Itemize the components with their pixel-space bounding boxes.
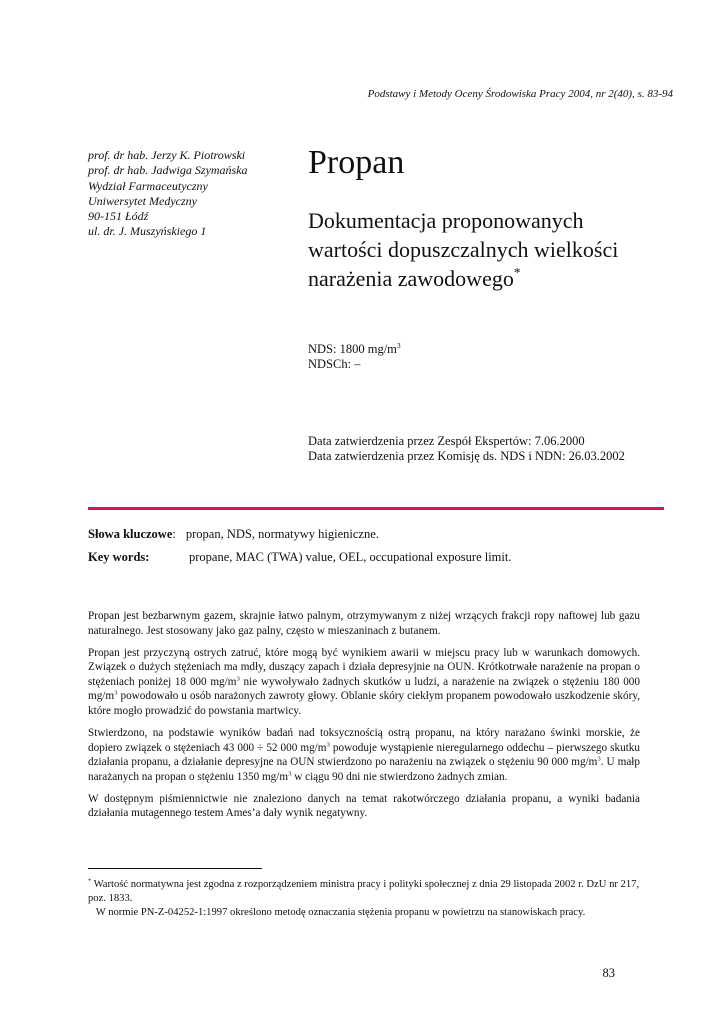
exposure-limits [308, 342, 401, 372]
subtitle-line: Dokumentacja proponowanych [308, 208, 584, 233]
nds-value [308, 342, 401, 357]
unit-exponent: 3 [597, 755, 601, 763]
paragraph-text: powodowało u osób narażonych zawroty głowy. Oblanie skóry ciekłym propanem powodowało uszkodzenie skóry, które mogło prowadzić do powstania martwicy. [88, 690, 640, 717]
experts-approval-date: Data zatwierdzenia przez Zespół Ekspertów: 7.06.2000 [308, 434, 585, 448]
document-title: Propan [308, 144, 405, 181]
unit-exponent: 3 [288, 770, 292, 778]
paragraph [88, 726, 640, 784]
paragraph-text: . U małp narażanych na propan o stężeniu 1350 mg/m [88, 756, 640, 783]
author-line: ul. dr. J. Muszyńskiego 1 [88, 224, 207, 239]
author-line: Uniwersytet Medyczny [88, 193, 197, 208]
footnote [88, 878, 648, 919]
ndsch-value: NDSCh: – [308, 357, 361, 371]
document-subtitle [308, 206, 688, 293]
keywords-polish [88, 527, 379, 542]
keywords-en-value: propane, MAC (TWA) value, OEL, occupational exposure limit. [189, 550, 512, 564]
subtitle-line [308, 264, 688, 293]
paragraph [88, 646, 640, 719]
unit-exponent: 3 [114, 689, 118, 697]
footnote-line: W normie PN-Z-04252-1:1997 określono metodę oznaczania stężenia propanu w powietrzu na stanowiskach pracy. [88, 906, 586, 918]
footnote-marker: * [88, 877, 92, 885]
commission-approval-date: Data zatwierdzenia przez Komisję ds. NDS i NDN: 26.03.2002 [308, 449, 625, 463]
author-affiliation [88, 148, 288, 240]
footnote-divider [88, 868, 262, 869]
approval-dates [308, 434, 625, 464]
footnote-marker[interactable]: * [513, 264, 521, 280]
paragraph-text: w ciągu 90 dni nie stwierdzono żadnych zmian. [291, 770, 508, 783]
subtitle-text: narażenia zawodowego [308, 266, 514, 291]
paragraph-text: powoduje wystąpienie nieregularnego oddechu – pierwszego skutku działania propanu, a działanie depresyjne na OUN stwierdzono po narażeniu na związek o stężeniu 90 000 mg/m [88, 741, 640, 769]
author-line: prof. dr hab. Jadwiga Szymańska [88, 163, 248, 178]
page-number: 83 [602, 966, 615, 980]
keywords-label-text: Słowa kluczowe [88, 527, 173, 541]
nds-text: NDS: 1800 mg/m [308, 342, 397, 356]
paragraph-text: Stwierdzono, na podstawie wyników badań nad toksycznością ostrą propanu, na który narażano świnki morskie, że dopiero związek o stężeniach 43 000 ÷ 52 000 mg/m [88, 726, 640, 754]
author-line: 90-151 Łódź [88, 209, 149, 224]
paragraph: Propan jest bezbarwnym gazem, skrajnie łatwo palnym, otrzymywanym z niżej wrzących frakcji ropy naftowej lub gazu naturalnego. Jest stosowany jako gaz palny, często w mieszaninach z butanem. [88, 610, 640, 637]
keywords-separator: : [172, 527, 176, 541]
paragraph-text: nie wywoływało żadnych skutków u ludzi, a narażenie na związek o stężeniu 180 000 mg/m [88, 675, 640, 703]
author-line: prof. dr hab. Jerzy K. Piotrowski [88, 148, 246, 162]
paragraph-text: Propan jest przyczyną ostrych zatruć, które mogą być wynikiem awarii w miejscu pracy lub w warunkach domowych. Związek o dużych stężeniach ma mdły, duszący zapach i działa depresyjnie na OUN. Krótkotrwałe narażenie na propan o stężeniach poniżej 18 000 mg/m [88, 646, 640, 688]
keywords-value: propan, NDS, normatywy higieniczne. [185, 527, 379, 541]
abstract-body [88, 609, 640, 828]
unit-exponent: 3 [326, 740, 330, 748]
footnote-text: Wartość normatywna jest zgodna z rozporządzeniem ministra pracy i polityki społecznej z dnia 29 listopada 2002 r. DzU nr 217, poz. 1833. [88, 879, 640, 904]
section-divider [88, 507, 664, 510]
unit-exponent: 3 [236, 675, 240, 683]
subtitle-line: wartości dopuszczalnych wielkości [308, 237, 619, 262]
journal-header: Podstawy i Metody Oceny Środowiska Pracy 2004, nr 2(40), s. 83-94 [367, 88, 673, 100]
keywords-en-label: Key words: [88, 550, 150, 564]
nds-exponent: 3 [396, 340, 401, 350]
author-line: Wydział Farmaceutyczny [88, 178, 208, 193]
keywords-label [88, 527, 172, 542]
paragraph: W dostępnym piśmiennictwie nie znaleziono danych na temat rakotwórczego działania propanu, a wyniki badania działania mutagennego testem Ames’a dały wynik negatywny. [88, 792, 640, 820]
keywords-english [88, 550, 511, 565]
footnote-line [88, 878, 648, 906]
